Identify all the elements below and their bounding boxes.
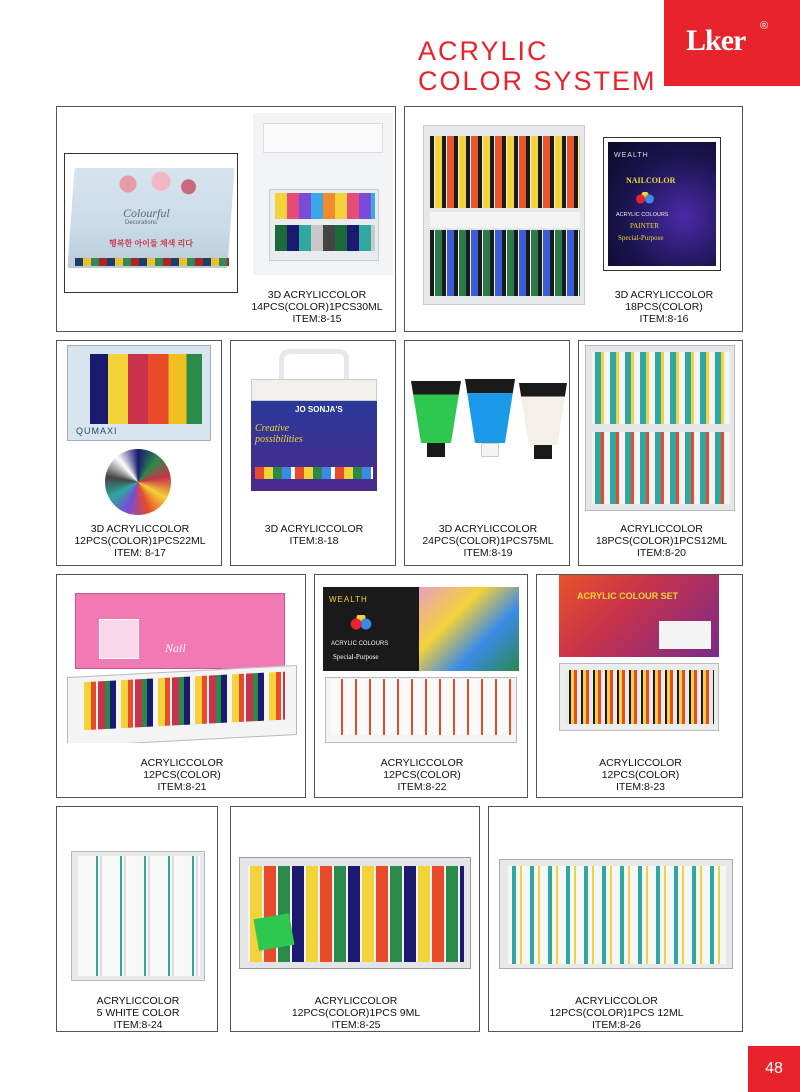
product-spec: 12PCS(COLOR)1PCS 12ML [549,1007,684,1019]
box-title: ACRYLIC COLOUR SET [577,591,679,601]
product-name: ACRYLICCOLOR [575,995,658,1007]
product-item-number: ITEM:8-22 [397,781,447,793]
page-number-text: 48 [765,1060,783,1077]
product-item-number: ITEM:8-25 [331,1019,381,1031]
box-title: NAILCOLOR [626,176,676,185]
product-panel-8-24 [56,806,218,1032]
box-title-text: Colourful [123,206,170,220]
product-spec: 18PCS(COLOR)1PCS12ML [595,535,728,547]
product-panel-8-20 [578,340,743,566]
product-item-number: ITEM:8-20 [636,547,686,559]
box-brand: JO SONJA'S [295,405,343,414]
title-line-2: COLOR SYSTEM [418,66,657,96]
product-name: 3D ACRYLICCOLOR [264,523,364,535]
product-image-nailcolor-box [603,137,721,271]
box-subtitle: ACRYLIC COLOURS [616,212,669,218]
product-image-12ml-tray [499,859,733,969]
box-subtitle: ACRYLIC COLOURS [331,641,389,647]
product-image-colour-set-tray [559,663,719,731]
product-caption [237,289,397,325]
product-item-number: ITEM:8-21 [157,781,207,793]
page-title [418,36,657,96]
product-panel-8-21 [56,574,306,798]
product-name: 3D ACRYLICCOLOR [438,523,538,535]
product-panel-8-26 [488,806,743,1032]
product-item-number: ITEM: 8-17 [114,547,166,559]
product-image-open-box [253,113,393,275]
product-caption [57,757,307,793]
product-caption [231,523,397,547]
product-spec: 24PCS(COLOR)1PCS75ML [422,535,554,547]
box-subtitle-3: Special-Purpose [618,234,664,242]
product-name: ACRYLICCOLOR [620,523,703,535]
product-panel-8-17 [56,340,222,566]
logo-text: Lker [686,24,746,57]
product-name: ACRYLICCOLOR [314,995,398,1007]
registered-mark: ® [760,20,769,32]
product-name: 3D ACRYLICCOLOR [90,523,190,535]
product-item-number: ITEM:8-15 [292,313,342,325]
product-image-color-wheel [105,449,171,515]
product-caption [489,995,744,1031]
product-item-number: ITEM:8-19 [463,547,513,559]
product-item-number: ITEM:8-23 [615,781,665,793]
product-spec: 12PCS(COLOR)1PCS 9ML [291,1007,421,1019]
product-image-qumaxi-box [67,345,211,441]
box-subtitle-2: PAINTER [630,222,659,230]
product-image-9ml-tray [239,857,471,969]
product-image-12ml-tray [585,345,735,511]
product-image-nail-box [65,589,299,743]
product-item-number: ITEM:8-16 [639,313,689,325]
product-spec: 12PCS(COLOR) [601,769,680,781]
product-panel-8-16 [404,106,743,332]
product-caption [581,289,747,325]
product-spec: 5 WHITE COLOR [96,1007,180,1019]
product-spec: 12PCS(COLOR) [383,769,461,781]
product-image-tube-tray [423,125,585,305]
product-caption [57,995,219,1031]
box-brand: WEALTH [329,595,368,604]
box-korean-text: 행복한 아이들 채색 리다 [109,239,193,248]
brand-logo [664,0,800,86]
product-spec: 12PCS(COLOR)1PCS22ML [74,535,206,547]
product-spec: 14PCS(COLOR)1PCS30ML [251,301,383,313]
product-spec: 18PCS(COLOR) [625,301,703,313]
product-name: ACRYLICCOLOR [140,757,224,769]
box-subtitle-text: Decorations [125,220,158,226]
product-name: 3D ACRYLICCOLOR [267,289,367,301]
product-item-number: ITEM:8-24 [113,1019,163,1031]
product-image-white-tubes [71,851,205,981]
product-caption [405,523,571,559]
product-image-75ml-tubes [409,379,567,479]
product-panel-8-15 [56,106,396,332]
product-panel-8-19 [404,340,570,566]
product-name: ACRYLICCOLOR [96,995,180,1007]
page-number [748,1046,800,1092]
product-caption [315,757,529,793]
product-image-wealth-set [319,587,523,749]
box-subtitle-2: Special-Purpose [333,653,379,661]
product-name: ACRYLICCOLOR [599,757,682,769]
product-image-box [64,153,238,293]
product-caption [537,757,744,793]
box-title: Creative possibilities [255,423,303,445]
product-panel-8-25 [230,806,480,1032]
product-caption [57,523,223,559]
product-item-number: ITEM:8-26 [591,1019,641,1031]
product-caption [231,995,481,1031]
product-image-colour-set-box [559,575,719,657]
product-name: ACRYLICCOLOR [380,757,464,769]
box-brand: WEALTH [614,152,649,159]
product-panel-8-18 [230,340,396,566]
product-spec: ITEM:8-18 [289,535,339,547]
product-image-jo-sonjas-box [245,349,383,495]
box-brand: QUMAXI [76,426,118,436]
title-line-1: ACRYLIC [418,36,549,66]
product-caption [579,523,744,559]
box-title-text: Nail [165,641,186,655]
product-name: 3D ACRYLICCOLOR [614,289,714,301]
product-panel-8-22 [314,574,528,798]
product-spec: 12PCS(COLOR) [143,769,221,781]
product-panel-8-23 [536,574,743,798]
